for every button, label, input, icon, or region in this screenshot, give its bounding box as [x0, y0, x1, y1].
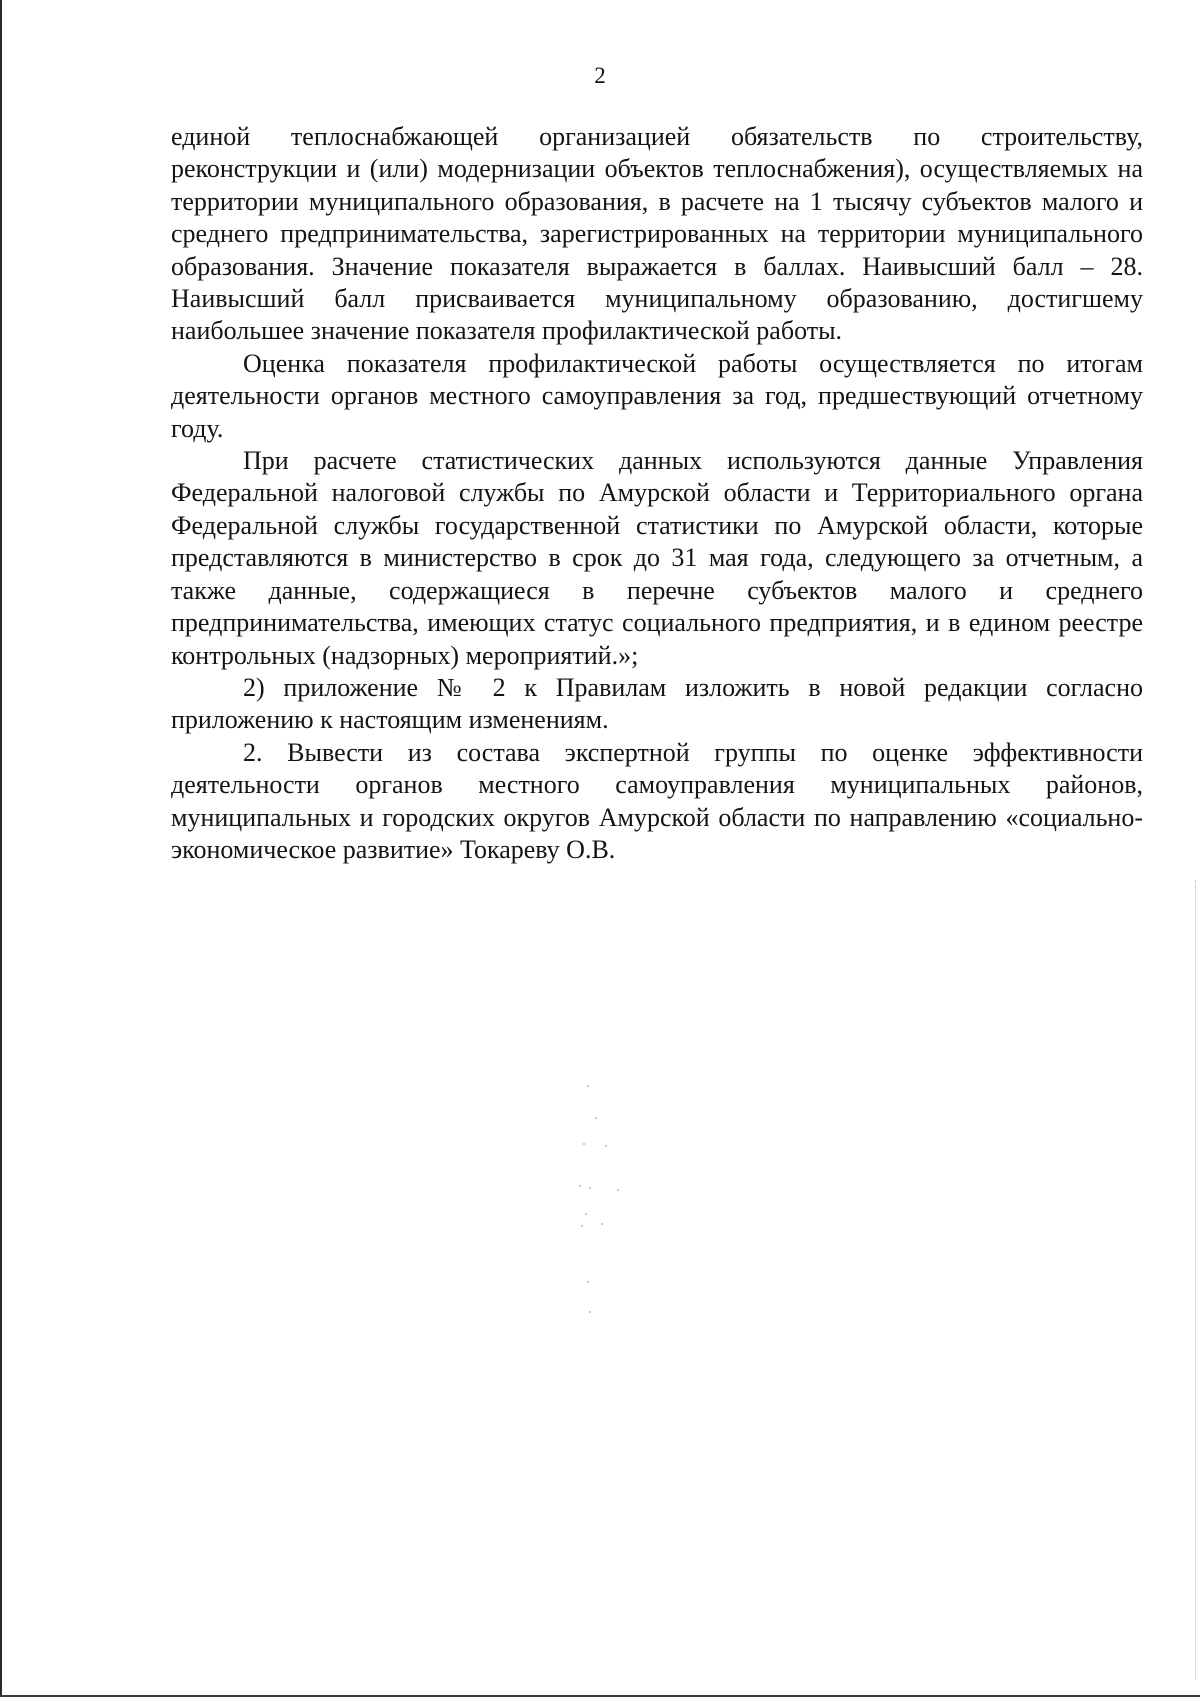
paragraph-statistical-data: При расчете статистических данных используются данные Управления Федеральной налоговой службы по Амурской области и Территориального органа Федеральной службы государственной статистики по Амурской области, которые представляются в министерство в срок до 31 мая года, следующего за отчетным, а также данные, содержащиеся в перечне субъектов малого и среднего предпринимательства, имеющих статус социального предприятия, и в едином реестре контрольных (надзорных) мероприятий.»;	[171, 446, 1143, 670]
page-number: 2	[594, 63, 606, 88]
paragraph-continuation: единой теплоснабжающей организацией обязательств по строительству, реконструкции и (или) модернизации объектов теплоснабжения), осуществляемых на территории муниципального образования, в расчете на 1 тысячу субъектов малого и среднего предпринимательства, зарегистрированных на территории муниципального образования. Значение показателя выражается в баллах. Наивысший балл – 28. Наивысший балл присваивается муниципальному образованию, достигшему наибольшее значение показателя профилактической работы.	[171, 122, 1143, 346]
scan-specks	[575, 1085, 635, 1315]
scan-edge-left	[0, 0, 2, 1697]
paragraph-appendix-amendment: 2) приложение № 2 к Правилам изложить в новой редакции согласно приложению к настоящим изменениям.	[171, 672, 1143, 735]
scan-edge-right	[1194, 880, 1196, 1680]
document-body	[171, 121, 1143, 866]
paragraph-evaluation-period: Оценка показателя профилактической работы осуществляется по итогам деятельности органов местного самоуправления за год, предшествующий отчетному году.	[171, 348, 1143, 443]
paragraph-expert-group: 2. Вывести из состава экспертной группы по оценке эффективности деятельности органов местного самоуправления муниципальных районов, муниципальных и городских округов Амурской области по направлению «социально-экономическое развитие» Токареву О.В.	[171, 737, 1143, 864]
